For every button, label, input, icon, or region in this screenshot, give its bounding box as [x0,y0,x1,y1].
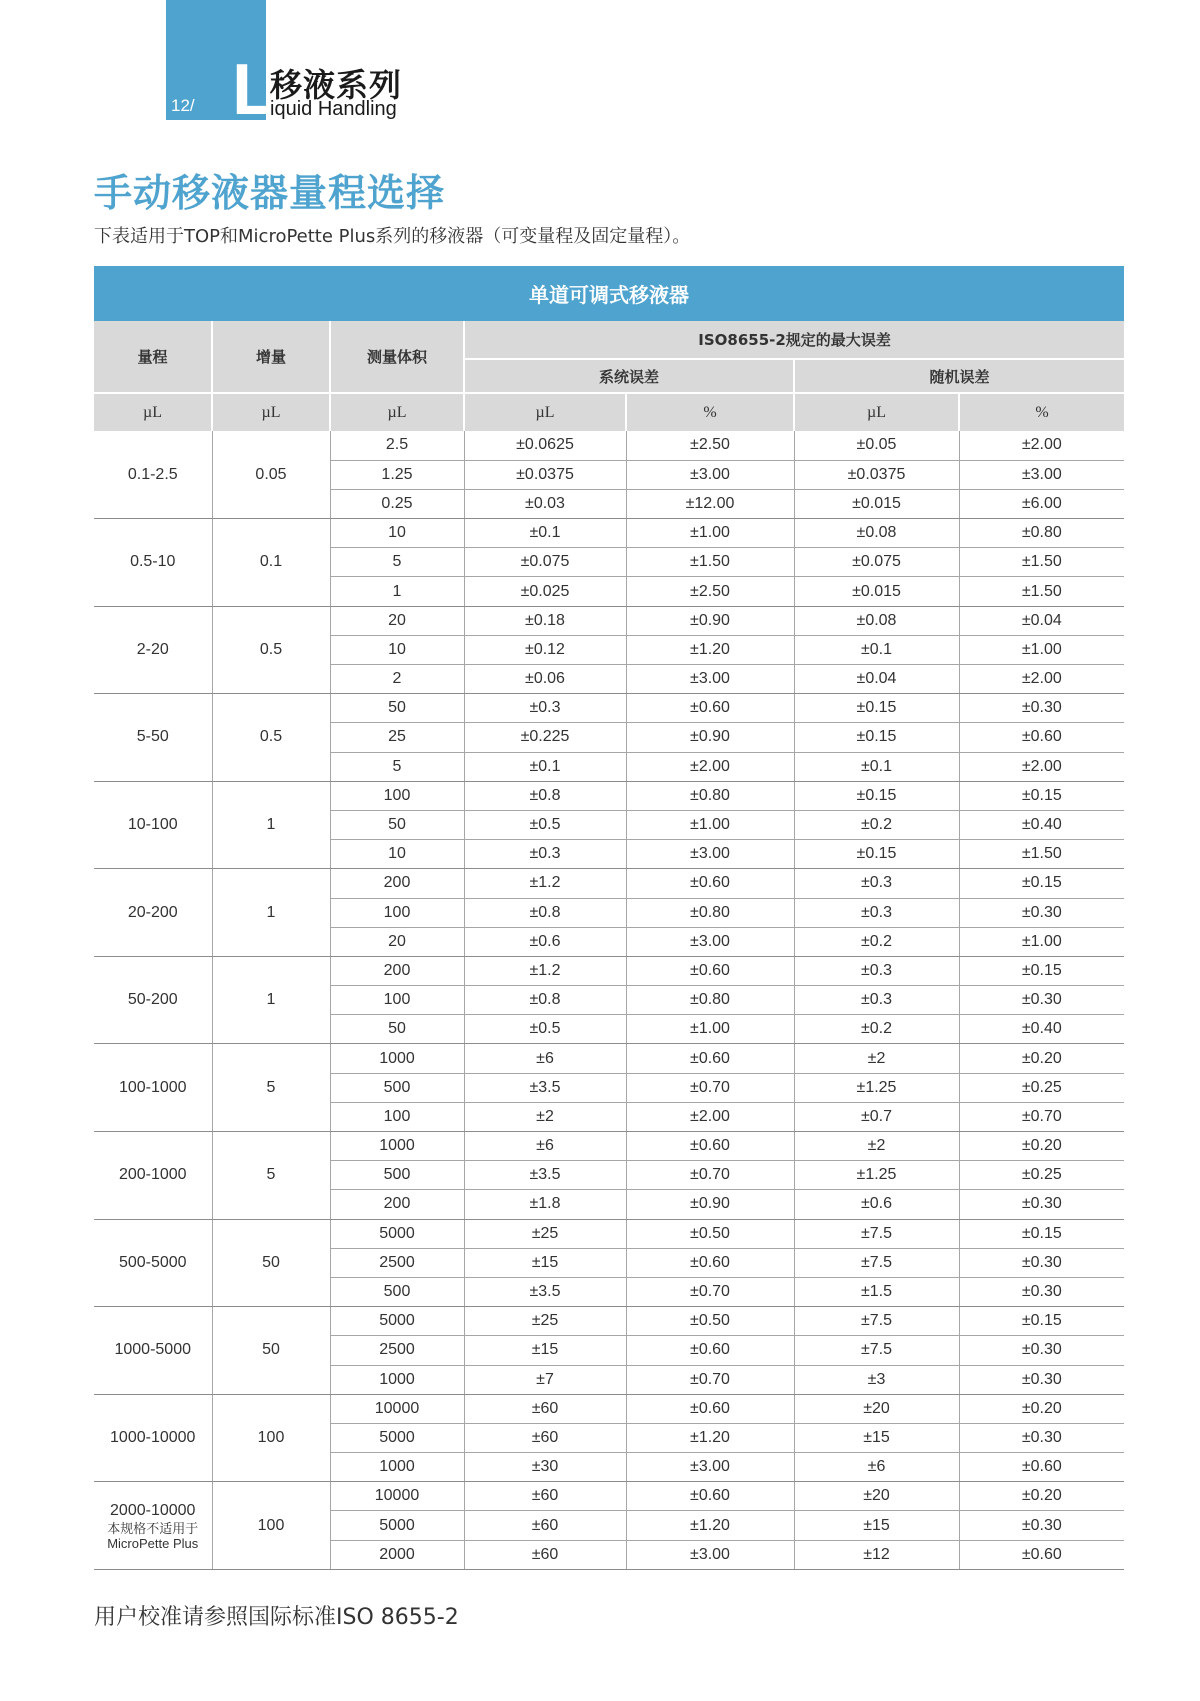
sys-ul-cell: ±0.3 [464,840,626,869]
rand-ul-cell: ±0.0375 [794,460,959,489]
table-row [94,1044,1124,1073]
brand-letter: L [232,50,276,130]
sys-ul-cell: ±60 [464,1511,626,1540]
volume-cell: 20 [330,927,464,956]
rand-ul-cell: ±20 [794,1482,959,1511]
rand-ul-cell: ±0.3 [794,898,959,927]
sys-ul-cell: ±0.225 [464,723,626,752]
rand-ul-cell: ±0.15 [794,840,959,869]
rand-pct-cell: ±0.30 [959,1248,1124,1277]
header-random: 随机误差 [794,359,1124,393]
sys-ul-cell: ±1.2 [464,869,626,898]
volume-cell: 5000 [330,1307,464,1336]
rand-pct-cell: ±0.30 [959,986,1124,1015]
table-row [94,694,1124,723]
sys-pct-cell: ±12.00 [626,489,794,518]
rand-pct-cell: ±0.15 [959,781,1124,810]
sys-pct-cell: ±0.90 [626,723,794,752]
sys-pct-cell: ±2.00 [626,1102,794,1131]
rand-ul-cell: ±0.075 [794,548,959,577]
sys-pct-cell: ±0.60 [626,1394,794,1423]
volume-cell: 1000 [330,1453,464,1482]
rand-pct-cell: ±3.00 [959,460,1124,489]
unit-cell: µL [794,393,959,431]
rand-pct-cell: ±0.30 [959,1511,1124,1540]
sys-pct-cell: ±0.80 [626,986,794,1015]
volume-cell: 10000 [330,1482,464,1511]
volume-cell: 2500 [330,1336,464,1365]
rand-ul-cell: ±0.015 [794,489,959,518]
rand-ul-cell: ±7.5 [794,1307,959,1336]
increment-cell: 100 [212,1394,330,1482]
volume-cell: 50 [330,810,464,839]
rand-pct-cell: ±0.20 [959,1482,1124,1511]
rand-pct-cell: ±0.20 [959,1132,1124,1161]
volume-cell: 1000 [330,1044,464,1073]
range-cell: 1000-5000 [94,1307,212,1395]
sys-ul-cell: ±0.0625 [464,431,626,460]
volume-cell: 50 [330,1015,464,1044]
pipette-range-table [94,266,1124,1570]
sys-ul-cell: ±0.12 [464,635,626,664]
volume-cell: 5 [330,548,464,577]
sys-pct-cell: ±0.60 [626,1482,794,1511]
increment-cell: 50 [212,1307,330,1395]
sys-ul-cell: ±0.5 [464,810,626,839]
increment-cell: 5 [212,1044,330,1132]
volume-cell: 5000 [330,1219,464,1248]
rand-ul-cell: ±0.15 [794,723,959,752]
header-increment: 增量 [212,321,330,393]
rand-pct-cell: ±0.04 [959,606,1124,635]
rand-ul-cell: ±0.08 [794,519,959,548]
range-cell: 10-100 [94,781,212,869]
rand-ul-cell: ±7.5 [794,1219,959,1248]
sys-pct-cell: ±1.50 [626,548,794,577]
sys-pct-cell: ±0.70 [626,1161,794,1190]
rand-ul-cell: ±0.1 [794,752,959,781]
rand-ul-cell: ±3 [794,1365,959,1394]
increment-cell: 1 [212,869,330,957]
range-note: 本规格不适用于 [107,1520,199,1536]
rand-pct-cell: ±1.50 [959,840,1124,869]
rand-pct-cell: ±0.30 [959,1277,1124,1306]
volume-cell: 500 [330,1161,464,1190]
sys-pct-cell: ±0.80 [626,898,794,927]
sys-ul-cell: ±7 [464,1365,626,1394]
sys-pct-cell: ±1.00 [626,810,794,839]
volume-cell: 100 [330,898,464,927]
sys-pct-cell: ±2.50 [626,577,794,606]
increment-cell: 5 [212,1132,330,1220]
range-cell: 500-5000 [94,1219,212,1307]
sys-ul-cell: ±2 [464,1102,626,1131]
volume-cell: 2 [330,665,464,694]
sys-ul-cell: ±0.025 [464,577,626,606]
table-row [94,519,1124,548]
volume-cell: 5000 [330,1423,464,1452]
rand-ul-cell: ±7.5 [794,1336,959,1365]
sys-ul-cell: ±30 [464,1453,626,1482]
series-title-en: iquid Handling [270,98,397,120]
rand-pct-cell: ±0.25 [959,1073,1124,1102]
rand-ul-cell: ±12 [794,1540,959,1569]
rand-ul-cell: ±20 [794,1394,959,1423]
rand-pct-cell: ±0.40 [959,1015,1124,1044]
rand-ul-cell: ±2 [794,1044,959,1073]
rand-pct-cell: ±1.50 [959,577,1124,606]
sys-ul-cell: ±1.2 [464,956,626,985]
range-cell: 0.1-2.5 [94,431,212,519]
sys-pct-cell: ±3.00 [626,1540,794,1569]
rand-pct-cell: ±0.15 [959,869,1124,898]
volume-cell: 10000 [330,1394,464,1423]
rand-ul-cell: ±1.25 [794,1161,959,1190]
rand-ul-cell: ±0.2 [794,1015,959,1044]
volume-cell: 1000 [330,1365,464,1394]
range-note: MicroPette Plus [107,1535,199,1551]
unit-cell: µL [464,393,626,431]
volume-cell: 10 [330,840,464,869]
sys-pct-cell: ±3.00 [626,460,794,489]
rand-pct-cell: ±2.00 [959,431,1124,460]
sys-pct-cell: ±1.20 [626,1423,794,1452]
page-subtitle: 下表适用于TOP和MicroPette Plus系列的移液器（可变量程及固定量程）。 [94,226,691,247]
sys-ul-cell: ±0.8 [464,898,626,927]
rand-ul-cell: ±0.2 [794,927,959,956]
volume-cell: 50 [330,694,464,723]
sys-ul-cell: ±0.5 [464,1015,626,1044]
rand-ul-cell: ±0.3 [794,869,959,898]
sys-pct-cell: ±0.60 [626,1132,794,1161]
footer-note: 用户校准请参照国际标准ISO 8655-2 [94,1605,459,1630]
sys-pct-cell: ±0.50 [626,1219,794,1248]
sys-pct-cell: ±0.60 [626,869,794,898]
page-title: 手动移液器量程选择 [94,171,446,215]
sys-ul-cell: ±60 [464,1482,626,1511]
sys-ul-cell: ±0.0375 [464,460,626,489]
rand-ul-cell: ±0.15 [794,781,959,810]
volume-cell: 200 [330,956,464,985]
rand-pct-cell: ±0.15 [959,956,1124,985]
rand-pct-cell: ±0.60 [959,1540,1124,1569]
sys-pct-cell: ±0.60 [626,956,794,985]
rand-ul-cell: ±15 [794,1511,959,1540]
sys-pct-cell: ±0.70 [626,1073,794,1102]
rand-pct-cell: ±0.30 [959,1423,1124,1452]
sys-pct-cell: ±0.90 [626,606,794,635]
sys-ul-cell: ±25 [464,1219,626,1248]
rand-ul-cell: ±0.04 [794,665,959,694]
volume-cell: 500 [330,1073,464,1102]
unit-cell: µL [330,393,464,431]
volume-cell: 200 [330,1190,464,1219]
table-banner: 单道可调式移液器 [94,266,1124,321]
volume-cell: 10 [330,635,464,664]
volume-cell: 100 [330,986,464,1015]
page-number: 12/ [171,96,195,115]
sys-ul-cell: ±0.06 [464,665,626,694]
unit-cell: µL [94,393,212,431]
sys-ul-cell: ±15 [464,1336,626,1365]
rand-ul-cell: ±0.15 [794,694,959,723]
rand-pct-cell: ±0.30 [959,1365,1124,1394]
sys-pct-cell: ±2.00 [626,752,794,781]
volume-cell: 100 [330,1102,464,1131]
volume-cell: 2500 [330,1248,464,1277]
rand-pct-cell: ±0.30 [959,1336,1124,1365]
sys-pct-cell: ±1.20 [626,1511,794,1540]
sys-ul-cell: ±0.8 [464,986,626,1015]
rand-pct-cell: ±0.80 [959,519,1124,548]
sys-ul-cell: ±1.8 [464,1190,626,1219]
volume-cell: 5 [330,752,464,781]
range-cell: 100-1000 [94,1044,212,1132]
rand-pct-cell: ±1.50 [959,548,1124,577]
sys-ul-cell: ±0.6 [464,927,626,956]
volume-cell: 2.5 [330,431,464,460]
rand-ul-cell: ±2 [794,1132,959,1161]
rand-pct-cell: ±0.25 [959,1161,1124,1190]
sys-ul-cell: ±60 [464,1540,626,1569]
sys-ul-cell: ±60 [464,1423,626,1452]
rand-pct-cell: ±0.15 [959,1219,1124,1248]
volume-cell: 1.25 [330,460,464,489]
sys-ul-cell: ±25 [464,1307,626,1336]
header-systematic: 系统误差 [464,359,794,393]
unit-cell: % [959,393,1124,431]
increment-cell: 0.5 [212,606,330,694]
sys-ul-cell: ±0.8 [464,781,626,810]
range-cell: 50-200 [94,956,212,1044]
sys-pct-cell: ±3.00 [626,840,794,869]
sys-pct-cell: ±1.00 [626,519,794,548]
volume-cell: 100 [330,781,464,810]
rand-pct-cell: ±0.30 [959,1190,1124,1219]
table-row [94,1394,1124,1423]
sys-pct-cell: ±0.70 [626,1365,794,1394]
rand-pct-cell: ±0.20 [959,1044,1124,1073]
range-cell: 1000-10000 [94,1394,212,1482]
sys-pct-cell: ±0.90 [626,1190,794,1219]
rand-pct-cell: ±0.60 [959,723,1124,752]
rand-ul-cell: ±1.25 [794,1073,959,1102]
range-cell [94,1482,212,1570]
sys-pct-cell: ±3.00 [626,927,794,956]
rand-ul-cell: ±6 [794,1453,959,1482]
volume-cell: 1 [330,577,464,606]
rand-ul-cell: ±0.3 [794,986,959,1015]
header-volume: 测量体积 [330,321,464,393]
rand-ul-cell: ±1.5 [794,1277,959,1306]
sys-ul-cell: ±0.1 [464,519,626,548]
rand-pct-cell: ±0.15 [959,1307,1124,1336]
rand-ul-cell: ±0.6 [794,1190,959,1219]
range-cell: 200-1000 [94,1132,212,1220]
sys-ul-cell: ±6 [464,1132,626,1161]
sys-pct-cell: ±0.70 [626,1277,794,1306]
sys-pct-cell: ±0.80 [626,781,794,810]
table-row [94,431,1124,460]
unit-cell: % [626,393,794,431]
table-row [94,781,1124,810]
increment-cell: 1 [212,781,330,869]
sys-ul-cell: ±3.5 [464,1277,626,1306]
sys-pct-cell: ±0.60 [626,1336,794,1365]
increment-cell: 50 [212,1219,330,1307]
rand-pct-cell: ±0.60 [959,1453,1124,1482]
sys-ul-cell: ±0.03 [464,489,626,518]
series-title-cn: 移液系列 [270,66,403,104]
sys-pct-cell: ±0.60 [626,1248,794,1277]
sys-pct-cell: ±3.00 [626,665,794,694]
rand-ul-cell: ±0.3 [794,956,959,985]
header-range: 量程 [94,321,212,393]
range-cell: 0.5-10 [94,519,212,607]
rand-ul-cell: ±0.7 [794,1102,959,1131]
sys-ul-cell: ±15 [464,1248,626,1277]
sys-pct-cell: ±0.60 [626,1044,794,1073]
table-row [94,1307,1124,1336]
table-row [94,869,1124,898]
range-cell: 5-50 [94,694,212,782]
increment-cell: 1 [212,956,330,1044]
rand-pct-cell: ±1.00 [959,635,1124,664]
rand-pct-cell: ±0.20 [959,1394,1124,1423]
rand-pct-cell: ±0.30 [959,694,1124,723]
sys-ul-cell: ±0.18 [464,606,626,635]
rand-ul-cell: ±0.015 [794,577,959,606]
rand-ul-cell: ±0.08 [794,606,959,635]
sys-ul-cell: ±60 [464,1394,626,1423]
volume-cell: 0.25 [330,489,464,518]
table-row [94,956,1124,985]
volume-cell: 200 [330,869,464,898]
rand-ul-cell: ±0.1 [794,635,959,664]
increment-cell: 100 [212,1482,330,1570]
volume-cell: 2000 [330,1540,464,1569]
rand-pct-cell: ±0.30 [959,898,1124,927]
volume-cell: 20 [330,606,464,635]
sys-pct-cell: ±1.20 [626,635,794,664]
rand-pct-cell: ±0.70 [959,1102,1124,1131]
table-row [94,606,1124,635]
table-row [94,1482,1124,1511]
rand-pct-cell: ±2.00 [959,665,1124,694]
table-row [94,1219,1124,1248]
sys-pct-cell: ±0.60 [626,694,794,723]
range-cell: 20-200 [94,869,212,957]
range-cell: 2-20 [94,606,212,694]
sys-pct-cell: ±3.00 [626,1453,794,1482]
volume-cell: 25 [330,723,464,752]
sys-ul-cell: ±3.5 [464,1161,626,1190]
sys-ul-cell: ±0.1 [464,752,626,781]
sys-ul-cell: ±3.5 [464,1073,626,1102]
increment-cell: 0.1 [212,519,330,607]
header-iso: ISO8655-2规定的最大误差 [464,321,1124,359]
sys-ul-cell: ±0.3 [464,694,626,723]
increment-cell: 0.5 [212,694,330,782]
rand-ul-cell: ±0.2 [794,810,959,839]
sys-ul-cell: ±6 [464,1044,626,1073]
rand-pct-cell: ±1.00 [959,927,1124,956]
sys-pct-cell: ±2.50 [626,431,794,460]
volume-cell: 500 [330,1277,464,1306]
volume-cell: 5000 [330,1511,464,1540]
range-value: 2000-10000 [110,1501,196,1519]
sys-pct-cell: ±0.50 [626,1307,794,1336]
rand-ul-cell: ±7.5 [794,1248,959,1277]
sys-pct-cell: ±1.00 [626,1015,794,1044]
rand-pct-cell: ±0.40 [959,810,1124,839]
sys-ul-cell: ±0.075 [464,548,626,577]
rand-ul-cell: ±15 [794,1423,959,1452]
increment-cell: 0.05 [212,431,330,519]
rand-pct-cell: ±6.00 [959,489,1124,518]
volume-cell: 10 [330,519,464,548]
table-row [94,1132,1124,1161]
rand-pct-cell: ±2.00 [959,752,1124,781]
volume-cell: 1000 [330,1132,464,1161]
rand-ul-cell: ±0.05 [794,431,959,460]
unit-cell: µL [212,393,330,431]
